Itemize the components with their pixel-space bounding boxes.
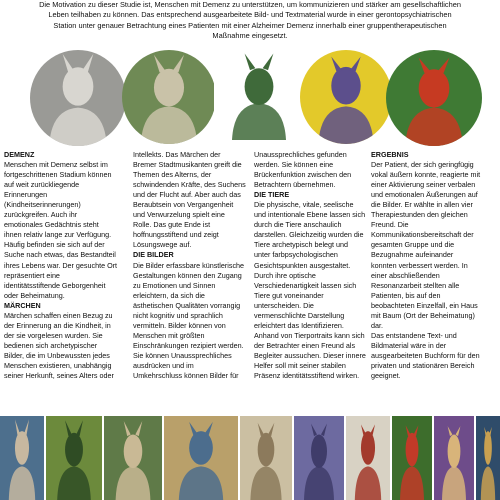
body-line: Patienten, bis auf den [371,290,441,300]
body-line: Menschen mit Demenz selbst im [4,160,108,170]
body-line: repräsentiert eine [4,270,60,280]
body-line: ihnen relativ lange zur Verfügung. [4,230,112,240]
cat-thumbnail [294,416,344,500]
body-line: und intentionale Ebene lassen sich [254,210,366,220]
body-line: auf weit zurückliegende [4,180,80,190]
body-line: einer Aktivierung seiner verbalen [371,180,476,190]
group-thumbnail [164,416,238,500]
body-line: vermenschlichte Darstellung [254,310,345,320]
intro-text: Die Motivation zu dieser Studie ist, Menschen mit Demenz zu unterstützen, um kommunizieren und stärker am gesellschaftlichen Leben teilhaben zu können. Das entsprechend ausgearbeitete Bild- und Textmaterial wurde in einer gerontopsychiatrischen Station unter genauer Betrachtung eines Patienten mit einer Alzheimer Demenz innerhalb einer gruppentherapeutischen Maßnahme eingesetzt. [39,0,461,41]
body-line: Sie können Unaussprechliches [133,350,232,360]
body-line: werden. Sie können eine [254,160,334,170]
body-line: ausgearbeiteten Buchform für den [371,350,480,360]
section-heading: DIE BILDER [133,250,174,260]
body-line: unterscheiden. Die [254,300,314,310]
body-line: Verschiedenartigkeit lassen sich [254,280,357,290]
body-line: Rolle. Das gute Ende ist [133,220,211,230]
body-line: identitätsstiftende Geborgenheit [4,280,106,290]
body-line: Präsenz identitätsstiftend wirken. [254,371,360,381]
body-line: konnten verbessert werden. In [371,260,468,270]
body-line: Suche nach etwas, das Bestandteil [4,250,116,260]
body-line: vermitteln. Bilder können von [133,320,226,330]
portrait-row [30,48,470,146]
body-line: der Erinnerung an die Kindheit, in [4,320,111,330]
body-line: Tiere archetypisch belegt und [254,240,349,250]
body-line: Bildmaterial wäre in der [371,340,447,350]
section-heading: MÄRCHEN [4,300,41,310]
body-line: der Betrachter einen Freund als [254,340,356,350]
body-line: schwindenden Kräfte, des Suchens [133,180,246,190]
bird-thumbnail [476,416,500,500]
body-line: Menschen mit größten [133,330,205,340]
body-line: Häufig befinden sie sich auf der [4,240,105,250]
body-line: erleichtern, da sich die [133,290,205,300]
body-line: Menschen existieren, unabhängig [4,360,112,370]
body-line: Anhand von Tierportraits kann sich [254,330,365,340]
thumbnail-strip [0,416,500,500]
body-line: zurückgreifen. Auch ihr [4,210,78,220]
body-line: hoffnungsstiftend und zeigt [133,230,219,240]
column-maerchen-bilder [133,150,255,381]
dancing-figures-illustration [214,48,304,140]
body-line: Das entstandene Text- und [371,330,457,340]
body-line: Beraubtsein von Vergangenheit [133,200,234,210]
body-line: unter farbpsychologischen [254,250,338,260]
body-line: Durch ihre optische [254,270,316,280]
body-line: Märchen schaffen einen Bezug zu [4,310,113,320]
cat-portrait [300,50,392,144]
body-line: Kommunikationsbereitschaft der [371,230,474,240]
body-line: erleichtert das Identifizieren. [254,320,344,330]
body-line: Resonanzarbeit stellten alle [371,280,460,290]
body-line: mit Baum (Ort der Beheimatung) [371,310,475,320]
mask-thumbnail [346,416,390,500]
body-line: Lösungswege auf. [133,240,192,250]
body-line: Erinnerungen [4,190,48,200]
dog-portrait [122,50,216,144]
body-line: bedienen sich archetypischer [4,340,98,350]
body-line: Umkehrschluss können Bilder für [133,371,239,381]
body-line: und der Flucht auf. Aber auch das [133,190,241,200]
body-line: Einschränkungen rezipiert werden. [133,340,244,350]
body-line: darstellen. Gleichzeitig wurden die [254,230,364,240]
body-line: der sie vorgelesen wurden. Sie [4,330,103,340]
body-line: ästhetischen Qualitäten vorrangig [133,300,241,310]
body-line: ausdrücken und im [133,360,194,370]
dog-thumbnail [104,416,162,500]
body-line: Intellekts. Das Märchen der [133,150,221,159]
body-line: Bremer Stadtmusikanten greift die [133,160,242,170]
body-line: Helfer soll mit seiner stabilen [254,360,346,370]
figure-thumbnail [46,416,102,500]
body-line: Der Patient, der sich geringfügig [371,160,474,170]
body-line: Betrachtern übernehmen. [254,180,336,190]
donkey-portrait [30,50,126,146]
rooster-portrait [386,50,482,146]
body-line: (Kindheitserinnerungen) [4,200,81,210]
body-line: Die Bilder erfassbare künstlerische [133,260,245,270]
body-line: Brückenfunktion zwischen den [254,170,352,180]
body-line: Begleiter aussuchen. Dieser innere [254,350,366,360]
body-line: Gesichtspunkten ausgestaltet. [254,260,351,270]
rooster-thumbnail [392,416,432,500]
body-line: Bezugnahme aufeinander [371,250,454,260]
body-line: vokal äußern konnte, reagierte mit [371,170,481,180]
body-line: Die physische, vitale, seelische [254,200,354,210]
body-line: geeignet. [371,371,401,381]
body-line: Themen des Alterns, der [133,170,212,180]
donkey-thumbnail [0,416,44,500]
body-line: Freund. Die [371,220,409,230]
body-line: nicht kognitiv und sprachlich [133,310,223,320]
body-line: die Bilder. Er wählte in allen vier [371,200,473,210]
body-line: zu Emotionen und Sinnen [133,280,216,290]
body-line: Tiere gut voneinander [254,290,324,300]
section-heading: ERGEBNIS [371,150,409,159]
section-heading: DIE TIERE [254,190,290,200]
body-line: beobachteten Einzelfall, ein Haus [371,300,478,310]
column-bilder-tiere [254,150,370,381]
body-line: emotionales Gedächtnis steht [4,220,99,230]
body-line: dar. [371,320,383,330]
body-line: seiner Herkunft, seines Alters oder [4,371,114,381]
body-line: Bilder, die im Unbewussten jedes [4,350,110,360]
body-line: gesamten Gruppe und die [371,240,455,250]
body-line: Unaussprechliches gefunden [254,150,347,159]
donkey-standing-thumbnail [240,416,292,500]
column-ergebnis [371,150,496,381]
body-line: und emotionalen Äußerungen auf [371,190,478,200]
body-line: Therapiestunden den gleichen [371,210,468,220]
body-line: Gestaltungen können den Zugang [133,270,242,280]
body-line: und Verwurzelung spielt eine [133,210,225,220]
body-line: ihres Lebens war. Der gesuchte Ort [4,260,118,270]
column-demenz-maerchen [4,150,130,381]
section-heading: DEMENZ [4,150,35,159]
body-line: fortgeschrittenen Stadium können [4,170,112,180]
body-line: einer abschließenden [371,270,440,280]
body-line: durch die Tiere anschaulich [254,220,342,230]
woman-thumbnail [434,416,474,500]
body-line: oder Beheimatung. [4,290,65,300]
body-line: privaten und stationären Bereich [371,360,475,370]
